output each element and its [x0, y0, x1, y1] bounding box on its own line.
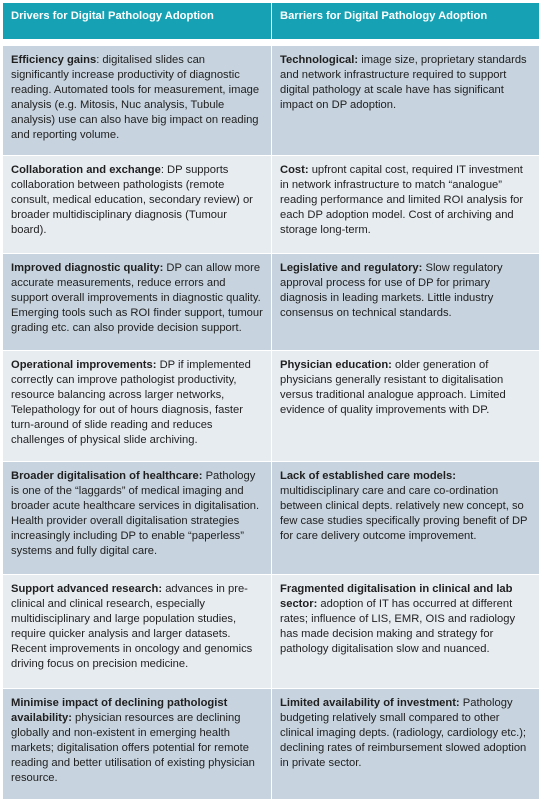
driver-title: Improved diagnostic quality: — [11, 262, 164, 274]
barrier-title: Cost: — [280, 164, 309, 176]
barrier-text: Slow regulatory approval process for use of DP for primary diagnosis in leading markets. Little industry consensus on technical standards. — [280, 262, 503, 319]
driver-title: Efficiency gains — [11, 54, 97, 66]
barrier-cell — [272, 254, 540, 351]
barrier-text: older generation of physicians generally resistant to digitalisation versus traditional analogue approach. Limited evidence of quality improvements with DP. — [280, 359, 506, 416]
driver-text: : digitalised slides can significantly increase productivity of diagnostic reading. Automated tools for measurement, image analysis (e.g. Mitosis, Nuc analysis, Tubule analysis) use can also have big impact on reading and reporting volume. — [11, 54, 260, 141]
driver-title: Broader digitalisation of healthcare: — [11, 470, 203, 482]
driver-text: : DP supports collaboration between pathologists (remote consult, medical education, secondary review) or broader multidisciplinary diagnosis (Tumour board). — [11, 164, 253, 236]
barrier-title: Limited availability of investment: — [280, 697, 460, 709]
driver-cell — [3, 689, 272, 800]
table-row — [3, 689, 540, 800]
driver-cell — [3, 351, 272, 462]
driver-text: advances in pre-clinical and clinical research, especially multidisciplinary and large population studies, require quicker analysis and larger datasets. Recent improvements in oncology and genomics driving focus on precision medicine. — [11, 583, 253, 670]
driver-cell — [3, 156, 272, 254]
driver-cell — [3, 462, 272, 575]
driver-text: Pathology is one of the “laggards” of medical imaging and broader acute healthcare services in digitalisation. Health provider overall digitalisation strategies increasingly including DP to enable “paperless” systems and fully digital care. — [11, 470, 260, 557]
table-row — [3, 575, 540, 689]
barrier-title: Technological: — [280, 54, 359, 66]
driver-title: Minimise impact of declining pathologist availability: — [11, 697, 228, 724]
barriers-header: Barriers for Digital Pathology Adoption — [272, 3, 540, 40]
barrier-text: multidisciplinary care and care co-ordination between clinical depts. relatively new concept, so few case studies specifically proving benefit of DP for care delivery outcome improvement. — [280, 485, 528, 542]
table-row — [3, 156, 540, 254]
table-row — [3, 462, 540, 575]
driver-title: Collaboration and exchange — [11, 164, 161, 176]
driver-cell — [3, 46, 272, 156]
driver-text: DP can allow more accurate measurements, reduce errors and support overall improvements in diagnostic quality. Emerging tools such as ROI finder support, tumour grading etc. can also provide decision support. — [11, 262, 263, 334]
driver-text: DP if implemented correctly can improve pathologist productivity, resource balancing across larger networks, Telepathology for out of hours diagnosis, faster turn-around of slide reading and reduces challenges of physical slide archiving. — [11, 359, 251, 446]
driver-text: physician resources are declining globally and non-existent in emerging health markets; digitalisation offers potential for remote reading and better utilisation of existing physician resource. — [11, 712, 255, 784]
driver-cell — [3, 254, 272, 351]
barrier-title: Legislative and regulatory: — [280, 262, 423, 274]
barrier-cell — [272, 156, 540, 254]
driver-title: Operational improvements: — [11, 359, 157, 371]
barrier-cell — [272, 351, 540, 462]
barrier-cell — [272, 46, 540, 156]
barrier-cell — [272, 689, 540, 800]
driver-title: Support advanced research: — [11, 583, 163, 595]
drivers-header: Drivers for Digital Pathology Adoption — [3, 3, 272, 40]
barrier-text: adoption of IT has occurred at different rates; influence of LIS, EMR, OIS and radiology has made decision making and strategy for pathology digitalisation slow and nuanced. — [280, 598, 516, 655]
driver-cell — [3, 575, 272, 689]
drivers-barriers-table — [2, 2, 540, 800]
barrier-text: Pathology budgeting relatively small compared to other clinical imaging depts. (radiology, cardiology etc.); declining rates of reimbursement slowed adoption in private sector. — [280, 697, 527, 769]
barrier-text: upfront capital cost, required IT investment in network infrastructure to match “analogue” reading performance and limited ROI analysis for each DP adoption model. Cost of archiving and storage long-term. — [280, 164, 524, 236]
barrier-title: Lack of established care models: — [280, 470, 456, 482]
table-row — [3, 254, 540, 351]
barrier-cell — [272, 462, 540, 575]
barrier-cell — [272, 575, 540, 689]
table-row — [3, 351, 540, 462]
barrier-text: image size, proprietary standards and network infrastructure required to support digital pathology at scale have has significant impact on DP adoption. — [280, 54, 527, 111]
barrier-title: Physician education: — [280, 359, 392, 371]
barrier-title: Fragmented digitalisation in clinical and lab sector: — [280, 583, 513, 610]
header-row — [3, 3, 540, 40]
table-row — [3, 46, 540, 156]
